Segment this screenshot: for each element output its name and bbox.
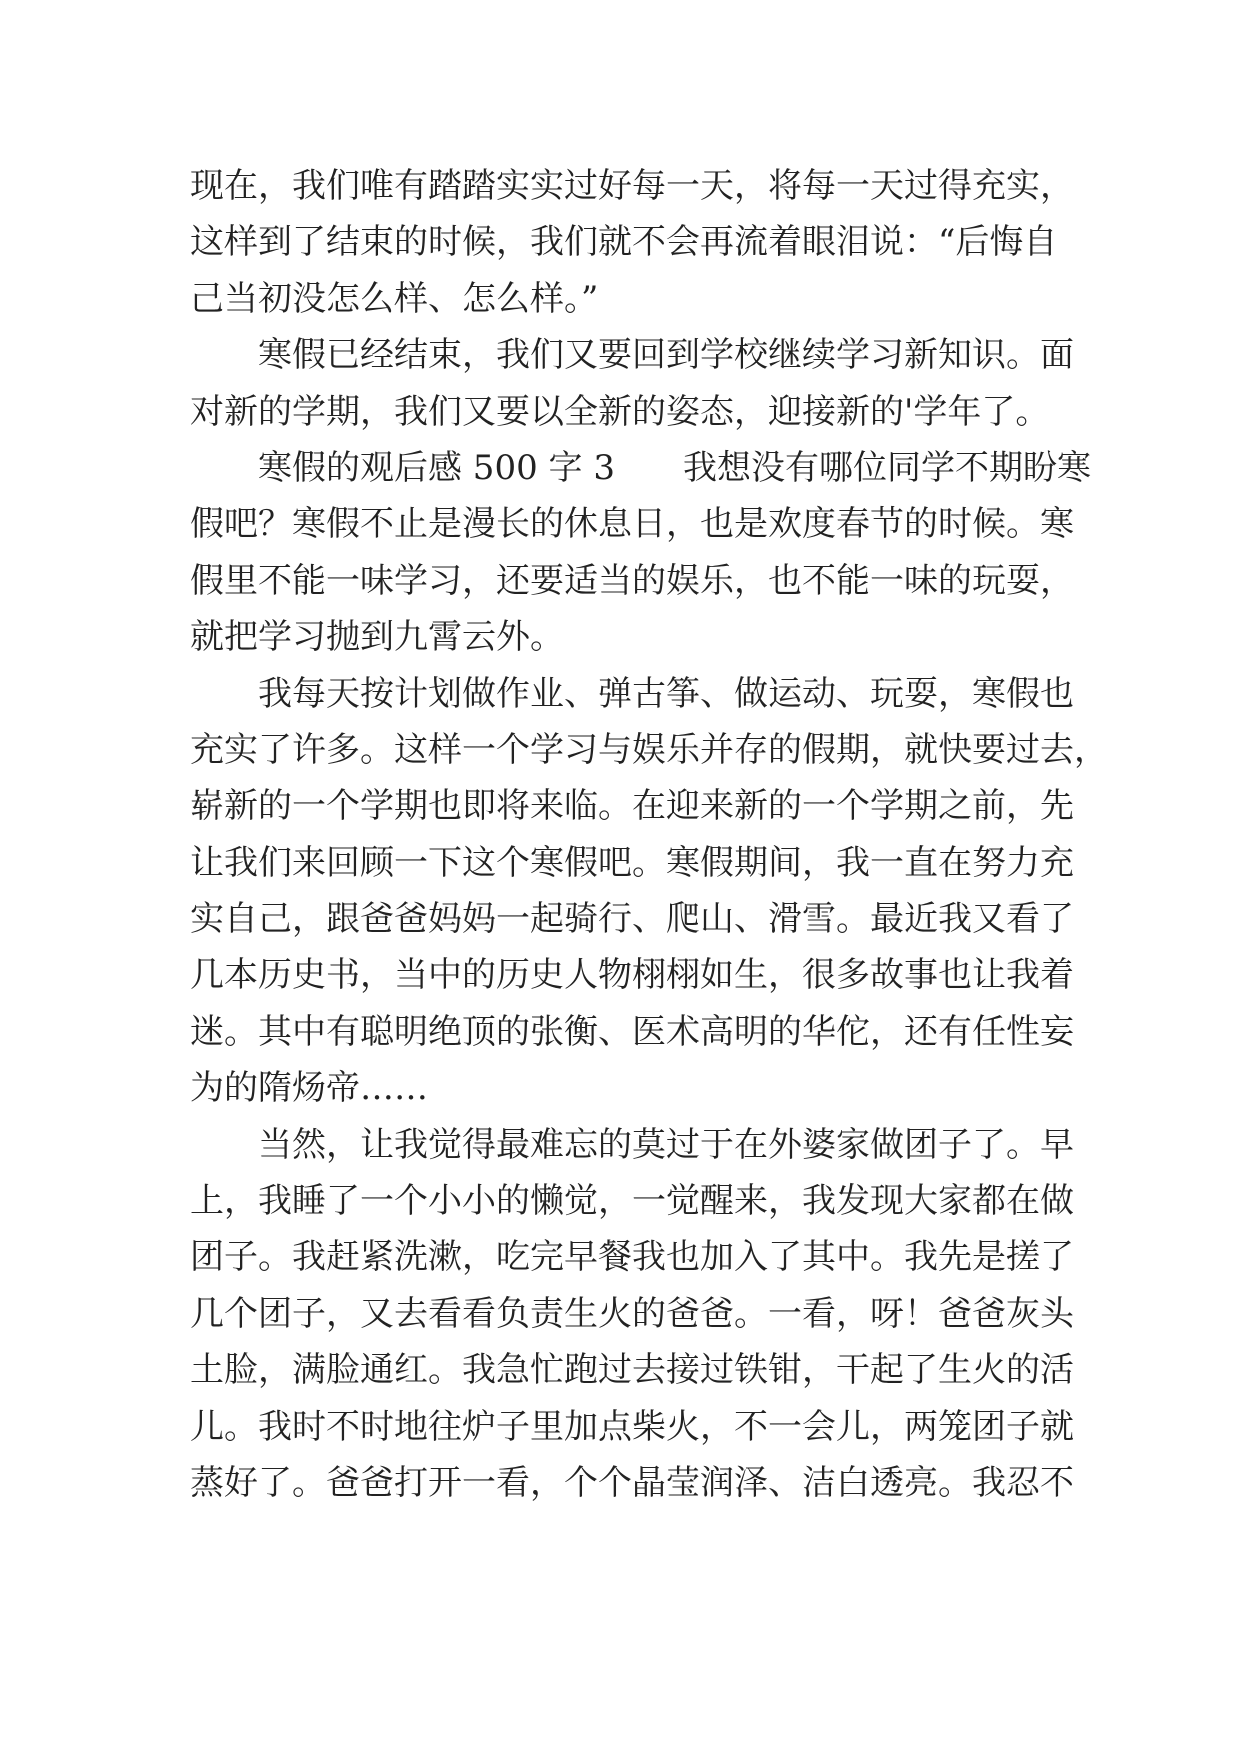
text-line: 假吧？寒假不止是漫长的休息日，也是欢度春节的时候。寒 (190, 504, 1074, 545)
text-line: 现在，我们唯有踏踏实实过好每一天，将每一天过得充实， (190, 166, 1074, 206)
text-line: 我每天按计划做作业、弹古筝、做运动、玩耍，寒假也 (190, 673, 1074, 714)
paragraph-4 (190, 666, 1108, 1117)
text-line: 寒假的观后感 500 字 3 我想没有哪位同学不期盼寒 (190, 447, 1091, 488)
paragraph-2 (190, 327, 1074, 440)
text-line: 让我们来回顾一下这个寒假吧。寒假期间，我一直在努力充 (190, 842, 1074, 883)
text-line: 当然，让我觉得最难忘的莫过于在外婆家做团子了。早 (190, 1124, 1074, 1165)
text-line: 实自己，跟爸爸妈妈一起骑行、爬山、滑雪。最近我又看了 (190, 899, 1074, 940)
text-line: 这样到了结束的时候，我们就不会再流着眼泪说：“后悔自 (190, 222, 1058, 263)
text-line: 团子。我赶紧洗漱，吃完早餐我也加入了其中。我先是搓了 (190, 1237, 1074, 1278)
text-line: 上，我睡了一个小小的懒觉，一觉醒来，我发现大家都在做 (190, 1181, 1074, 1222)
text-line: 就把学习抛到九霄云外。 (190, 617, 564, 658)
text-line: 己当初没怎么样、怎么样。” (190, 278, 599, 319)
text-line: 充实了许多。这样一个学习与娱乐并存的假期，就快要过去， (190, 729, 1108, 770)
paragraph-1 (190, 158, 1074, 327)
text-line: 几本历史书，当中的历史人物栩栩如生，很多故事也让我着 (190, 955, 1074, 996)
text-line: 蒸好了。爸爸打开一看，个个晶莹润泽、洁白透亮。我忍不 (190, 1462, 1074, 1503)
text-line: 假里不能一味学习，还要适当的娱乐，也不能一味的玩耍， (190, 560, 1074, 601)
text-line: 土脸，满脸通红。我急忙跑过去接过铁钳，干起了生火的活 (190, 1350, 1074, 1391)
text-line: 崭新的一个学期也即将来临。在迎来新的一个学期之前，先 (190, 786, 1074, 827)
text-line: 迷。其中有聪明绝顶的张衡、医术高明的华佗，还有任性妄 (190, 1011, 1074, 1052)
paragraph-3 (190, 440, 1091, 666)
text-line: 寒假已经结束，我们又要回到学校继续学习新知识。面 (190, 335, 1074, 376)
paragraph-5 (190, 1117, 1074, 1512)
text-line: 为的隋炀帝…… (190, 1068, 428, 1109)
text-line: 儿。我时不时地往炉子里加点柴火，不一会儿，两笼团子就 (190, 1406, 1074, 1447)
text-line: 对新的学期，我们又要以全新的姿态，迎接新的'学年了。 (190, 391, 1050, 432)
document-body (190, 158, 1108, 1511)
text-line: 几个团子，又去看看负责生火的爸爸。一看，呀！爸爸灰头 (190, 1293, 1074, 1334)
